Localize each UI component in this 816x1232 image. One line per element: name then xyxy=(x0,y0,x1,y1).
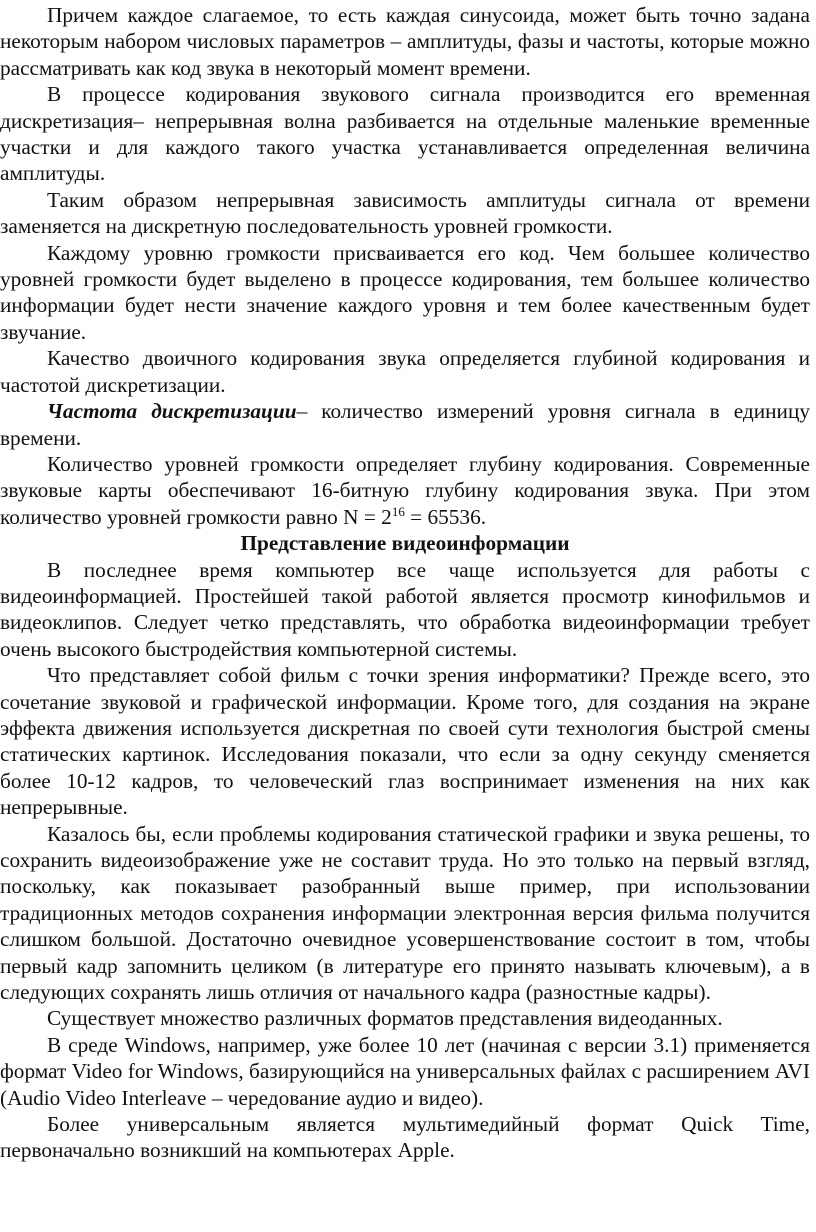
paragraph-video-formats: Существует множество различных форматов представления видеоданных. xyxy=(47,1006,723,1031)
definition-term: Частота дискретизации xyxy=(47,399,297,424)
paragraph-encoding-depth xyxy=(0,451,810,530)
paragraph-discrete-sequence: Таким образом непрерывная зависимость амплитуды сигнала от времени заменяется на дискретную последовательность уровней громкости. xyxy=(0,187,810,239)
paragraph-sinusoid-parameters: Причем каждое слагаемое, то есть каждая синусоида, может быть точно задана некоторым набором числовых параметров – амплитуды, фазы и частоты, которые можно рассматривать как код звука в некоторый момент времени. xyxy=(0,3,810,80)
document-body xyxy=(0,2,810,1164)
paragraph-volume-levels: Каждому уровню громкости присваивается его код. Чем большее количество уровней громкости будет выделено в процессе кодирования, тем большее количество информации будет нести значение каждого уровня и тем более качественным будет звучание. xyxy=(0,240,810,344)
paragraph-key-frames: Казалось бы, если проблемы кодирования статической графики и звука решены, то сохранить видеоизображение уже не составит труда. Но это только на первый взгляд, поскольку, как показывает разобранный выше пример, при использовании традиционных методов сохранения информации электронная версия фильма получится слишком большой. Достаточно очевидное усовершенствование состоит в том, чтобы первый кадр запомнить целиком (в литературе его принято называть ключевым), а в следующих сохранять лишь отличия от начального кадра (разностные кадры). xyxy=(0,821,810,1005)
paragraph-time-discretization: В процессе кодирования звукового сигнала производится его временная дискретизация– непрерывная волна разбивается на отдельные маленькие временные участки и для каждого такого участка устанавливается определенная величина амплитуды. xyxy=(0,82,810,186)
paragraph-video-intro: В последнее время компьютер все чаще используется для работы с видеоинформацией. Простейшей такой работой является просмотр кинофильмов и видеоклипов. Следует четко представлять, что обработка видеоинформации требует очень высокого быстродействия компьютерной системы. xyxy=(0,557,810,661)
section-heading: Представление видеоинформации xyxy=(240,531,570,556)
depth-text: Количество уровней громкости определяет глубину кодирования. Современные звуковые карты обеспечивают 16-битную глубину кодирования звука. При этом количество уровней громкости равно N = 2 xyxy=(0,451,810,529)
paragraph-avi-format: В среде Windows, например, уже более 10 лет (начиная с версии 3.1) применяется формат Video for Windows, базирующийся на универсальных файлах с расширением AVI (Audio Video Interleave – чередование аудио и видео). xyxy=(0,1032,810,1110)
depth-result: = 65536. xyxy=(404,504,487,529)
depth-exponent: 16 xyxy=(391,503,405,519)
paragraph-encoding-quality: Качество двоичного кодирования звука определяется глубиной кодирования и частотой дискретизации. xyxy=(0,346,810,397)
paragraph-film-definition: Что представляет собой фильм с точки зрения информатики? Прежде всего, это сочетание звуковой и графической информации. Кроме того, для создания на экране эффекта движения используется дискретная по своей сути технология быстрой смены статических картинок. Исследования показали, что если за одну секунду сменяется более 10-12 кадров, то человеческий глаз воспринимает изменения на них как непрерывные. xyxy=(0,663,810,820)
paragraph-quicktime-format: Более универсальным является мультимедийный формат Quick Time, первоначально возникший на компьютерах Apple. xyxy=(0,1112,810,1163)
definition-text: – количество измерений уровня сигнала в единицу времени. xyxy=(0,399,810,450)
paragraph-sampling-definition xyxy=(0,398,810,451)
